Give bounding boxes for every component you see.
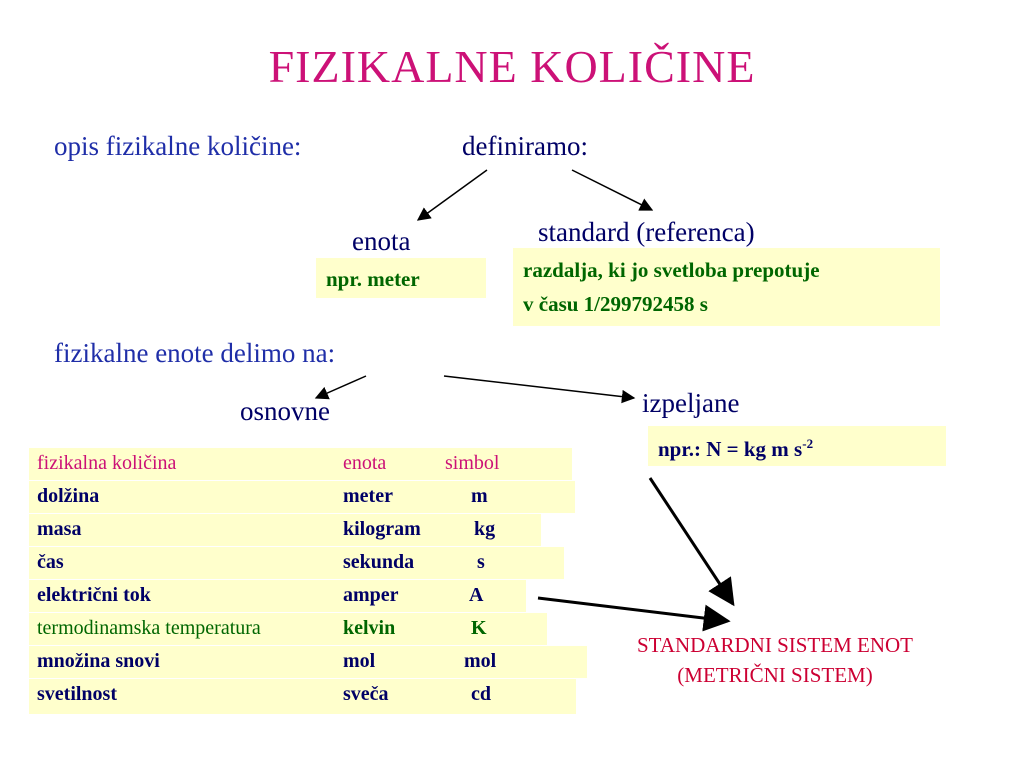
arrow-to-unit	[418, 170, 487, 220]
standard-definition-line1: razdalja, ki jo svetloba prepotuje	[523, 258, 820, 282]
arrow-base-to-system	[538, 598, 728, 621]
arrow-to-standard	[572, 170, 652, 210]
arrow-to-derived-units	[444, 376, 634, 398]
arrow-to-base-units	[316, 376, 366, 398]
table-cell-quantity: masa	[37, 518, 82, 540]
table-cell-unit: mol	[343, 650, 376, 672]
table-cell-symbol: K	[471, 617, 487, 639]
page-title: FIZIKALNE KOLIČINE	[268, 41, 756, 92]
derived-example-text: npr.: N = kg m $s^{-2}$	[658, 436, 814, 461]
table-cell-quantity: množina snovi	[37, 650, 160, 672]
standard-label: standard (referenca)	[538, 217, 755, 247]
table-cell-unit: meter	[343, 485, 393, 507]
base-units-label: osnovne	[240, 396, 330, 426]
unit-example-text: npr. meter	[326, 267, 420, 291]
standard-system-line1: STANDARDNI SISTEM ENOT	[637, 633, 913, 657]
table-cell-symbol: s	[477, 551, 485, 573]
table-header-quantity: fizikalna količina	[37, 452, 177, 474]
table-cell-symbol: cd	[471, 683, 491, 705]
table-cell-unit: sveča	[343, 683, 389, 705]
table-cell-unit: kilogram	[343, 518, 421, 540]
table-cell-quantity: električni tok	[37, 584, 151, 606]
table-cell-quantity: čas	[37, 551, 64, 573]
define-label: definiramo:	[462, 131, 588, 161]
standard-system-line2: (METRIČNI SISTEM)	[677, 663, 873, 687]
table-cell-unit: sekunda	[343, 551, 415, 573]
derived-units-label: izpeljane	[642, 388, 740, 418]
table-header-unit: enota	[343, 452, 387, 474]
table-cell-symbol: A	[469, 584, 484, 606]
table-cell-symbol: m	[471, 485, 488, 507]
arrow-derived-to-system	[650, 478, 733, 604]
description-label: opis fizikalne količine:	[54, 131, 302, 161]
unit-label: enota	[352, 226, 411, 256]
table-cell-symbol: mol	[464, 650, 497, 672]
table-header-symbol: simbol	[445, 452, 500, 474]
table-cell-symbol: kg	[474, 518, 496, 540]
standard-definition-line2: v času 1/299792458 s	[523, 292, 708, 316]
table-cell-quantity: dolžina	[37, 485, 100, 507]
table-cell-quantity: termodinamska temperatura	[37, 617, 261, 639]
table-cell-quantity: svetilnost	[37, 683, 117, 705]
table-cell-unit: amper	[343, 584, 399, 606]
table-cell-unit: kelvin	[343, 617, 396, 639]
division-label: fizikalne enote delimo na:	[54, 338, 336, 368]
